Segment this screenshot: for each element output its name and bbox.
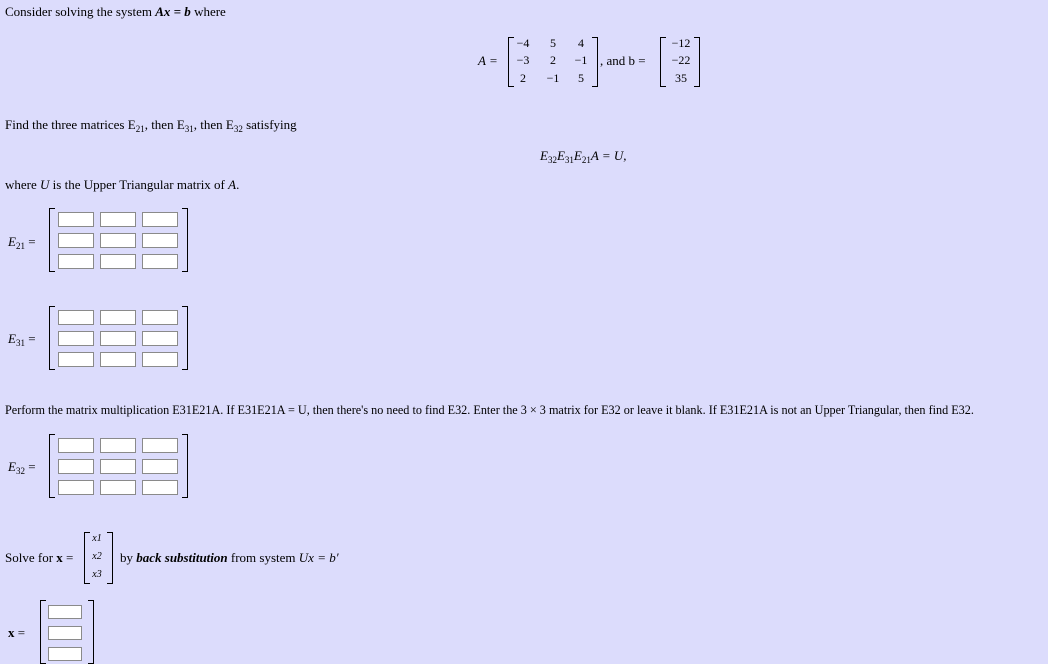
matrix-a-cell: 2: [550, 53, 556, 67]
vector-b-cell: −12: [671, 36, 691, 50]
x-label-x: x: [8, 625, 15, 640]
where-c: .: [236, 177, 240, 192]
and-b-label: , and b =: [600, 53, 646, 68]
x-input-3[interactable]: [48, 647, 82, 661]
find-text-a: Find the three matrices E: [5, 117, 136, 132]
e32-s: 32: [15, 466, 25, 476]
pe-s2: 31: [564, 155, 574, 165]
matrix-a-cell: 4: [578, 36, 584, 50]
intro-prefix: Consider solving the system: [5, 4, 156, 19]
pe-e2: E: [556, 148, 565, 163]
pe-s3: 21: [581, 155, 591, 165]
e32-eq: =: [24, 459, 36, 474]
e32-left-bracket: [49, 434, 55, 498]
e21-input-12[interactable]: [100, 212, 136, 227]
pe-e1: E: [540, 148, 548, 163]
e21-input-31[interactable]: [58, 254, 94, 269]
find-matrices-text: [5, 117, 297, 134]
e31-input-33[interactable]: [142, 352, 178, 367]
e32-right-bracket: [182, 434, 188, 498]
perform-text: Perform the matrix multiplication E31E21A. If E31E21A = U, then there's no need to find E32. Enter the 3 × 3 matrix for E32 or leave it blank. If E31E21A is not an Upper Triangular, then find E32.: [5, 403, 974, 417]
vector-b-cell: 35: [675, 71, 687, 85]
xvec-x2: x2: [92, 551, 102, 562]
vector-b-right-bracket: [694, 37, 700, 87]
pe-s1: 32: [547, 155, 557, 165]
e31-input-21[interactable]: [58, 331, 94, 346]
matrix-a-cell: −3: [516, 53, 530, 67]
where-u: U: [40, 177, 50, 192]
e21-s: 21: [15, 241, 25, 251]
find-text-s1: 21: [135, 124, 145, 134]
e31-input-22[interactable]: [100, 331, 136, 346]
e31-e: E: [8, 331, 16, 346]
e31-input-11[interactable]: [58, 310, 94, 325]
intro-suffix: where: [190, 4, 226, 19]
e31-input-32[interactable]: [100, 352, 136, 367]
matrix-a-cell: −4: [516, 36, 530, 50]
e21-label: [8, 234, 36, 251]
backsub-em: back substitution: [136, 550, 228, 565]
product-equation: [540, 148, 626, 165]
where-a: where: [5, 177, 41, 192]
matrix-a-cell: 2: [520, 71, 526, 85]
e21-input-32[interactable]: [100, 254, 136, 269]
e31-input-23[interactable]: [142, 331, 178, 346]
e32-input-11[interactable]: [58, 438, 94, 453]
e31-input-12[interactable]: [100, 310, 136, 325]
backsub-b: from system: [227, 550, 299, 565]
e31-input-31[interactable]: [58, 352, 94, 367]
x-input-1[interactable]: [48, 605, 82, 619]
pe-rest: A = U,: [590, 148, 627, 163]
x-label-eq: =: [14, 625, 26, 640]
x-right-bracket: [88, 600, 94, 664]
e21-e: E: [8, 234, 16, 249]
e31-right-bracket: [182, 306, 188, 370]
e31-input-13[interactable]: [142, 310, 178, 325]
e32-input-33[interactable]: [142, 480, 178, 495]
e21-input-33[interactable]: [142, 254, 178, 269]
e32-input-12[interactable]: [100, 438, 136, 453]
e31-label: [8, 331, 36, 348]
e32-input-13[interactable]: [142, 438, 178, 453]
matrix-a-cell: −1: [574, 53, 588, 67]
e31-s: 31: [15, 338, 25, 348]
backsub-eq: Ux = b′: [298, 550, 339, 565]
solve-text: [5, 550, 73, 566]
e32-input-32[interactable]: [100, 480, 136, 495]
e21-left-bracket: [49, 208, 55, 272]
e31-left-bracket: [49, 306, 55, 370]
find-text-s3: 32: [233, 124, 243, 134]
xvec-x3: x3: [92, 569, 102, 580]
e32-input-31[interactable]: [58, 480, 94, 495]
where-A: A: [228, 177, 237, 192]
find-text-b: , then E: [144, 117, 185, 132]
matrix-a-cell: 5: [550, 36, 556, 50]
find-text-d: satisfying: [242, 117, 297, 132]
matrix-a-label: A =: [478, 53, 498, 68]
solve-a: Solve for: [5, 550, 57, 565]
backsub-a: by: [120, 550, 137, 565]
matrix-a-cell: −1: [546, 71, 560, 85]
e21-right-bracket: [182, 208, 188, 272]
x-label: [8, 625, 25, 641]
find-text-s2: 31: [184, 124, 194, 134]
where-text: [5, 177, 239, 193]
matrix-a-right-bracket: [592, 37, 598, 87]
matrix-a-cell: 5: [578, 71, 584, 85]
solve-eq: =: [62, 550, 74, 565]
e32-e: E: [8, 459, 16, 474]
e21-input-22[interactable]: [100, 233, 136, 248]
intro-text: [5, 4, 226, 20]
vector-b-left-bracket: [660, 37, 666, 87]
e32-input-21[interactable]: [58, 459, 94, 474]
e21-input-23[interactable]: [142, 233, 178, 248]
e21-input-11[interactable]: [58, 212, 94, 227]
e32-input-22[interactable]: [100, 459, 136, 474]
e21-eq: =: [24, 234, 36, 249]
e32-input-23[interactable]: [142, 459, 178, 474]
pe-e3: E: [573, 148, 582, 163]
x-left-bracket: [40, 600, 46, 664]
e31-eq: =: [24, 331, 36, 346]
backsub-text: [120, 550, 339, 566]
where-b: is the Upper Triangular matrix of: [49, 177, 229, 192]
x-input-2[interactable]: [48, 626, 82, 640]
xvec-x1: x1: [92, 533, 102, 544]
e21-input-13[interactable]: [142, 212, 178, 227]
find-text-c: , then E: [193, 117, 234, 132]
vector-b-cell: −22: [671, 53, 691, 67]
intro-equation: Ax = b: [155, 4, 191, 19]
solve-x: x: [56, 550, 63, 565]
e21-input-21[interactable]: [58, 233, 94, 248]
e32-label: [8, 459, 36, 476]
